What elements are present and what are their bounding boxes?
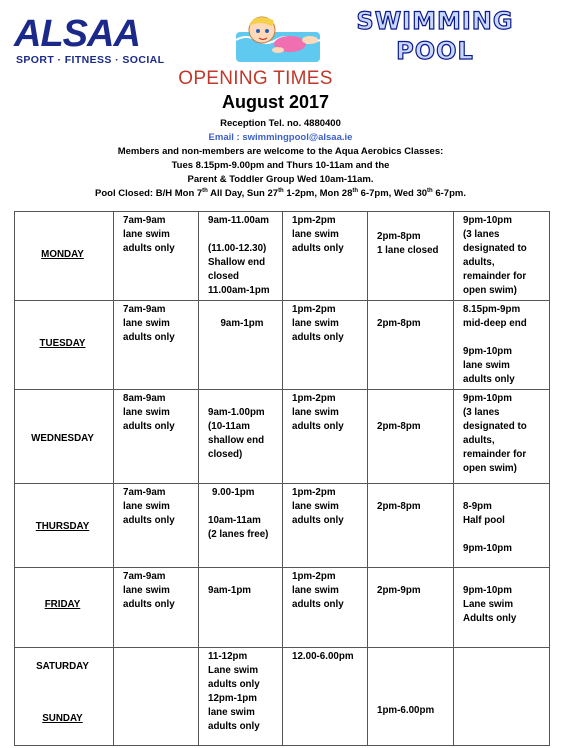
slot-text: adults only <box>123 243 175 254</box>
pool-title-line-1: SWIMMING <box>356 7 514 35</box>
day-cell <box>15 301 114 390</box>
slot-text: adults only <box>208 721 260 732</box>
slot-cell <box>454 568 550 648</box>
day-label: TUESDAY <box>39 338 86 349</box>
slot-text: 9am-11.00am <box>208 215 270 226</box>
slot-text: adults only <box>463 374 515 385</box>
slot-text: adults only <box>123 332 175 343</box>
logo-tagline: SPORT · FITNESS · SOCIAL <box>16 54 165 66</box>
slot-text: 2pm-9pm <box>377 585 421 596</box>
slot-text: adults only <box>292 515 344 526</box>
slot-text: 2pm-8pm <box>377 318 421 329</box>
slot-text: lane swim <box>292 407 339 418</box>
table-row-tuesday <box>15 301 550 390</box>
opening-times-heading-row <box>0 68 561 90</box>
slot-text: Adults only <box>463 613 517 624</box>
slot-cell <box>199 648 283 746</box>
slot-text: 8-9pm <box>463 501 492 512</box>
slot-text: 7am-9am <box>123 304 166 315</box>
slot-text: designated to <box>463 421 527 432</box>
table-row-weekend <box>15 648 550 746</box>
slot-text: closed <box>208 271 240 282</box>
slot-cell <box>114 568 199 648</box>
swimming-pool-title <box>330 6 540 66</box>
slot-text: Lane swim <box>463 599 514 610</box>
slot-cell <box>454 648 550 746</box>
slot-cell <box>368 648 454 746</box>
slot-text: Half pool <box>463 515 505 526</box>
month-heading: August 2017 <box>221 92 330 112</box>
slot-text: 9am-1.00pm <box>208 407 265 418</box>
slot-text: lane swim <box>292 585 339 596</box>
day-label: FRIDAY <box>44 599 81 610</box>
slot-cell <box>114 648 199 746</box>
slot-cell <box>454 212 550 301</box>
slot-text: adults, <box>463 435 495 446</box>
slot-text: lane swim <box>123 229 170 240</box>
slot-text: lane swim <box>123 407 170 418</box>
note-line-3: Parent & Toddler Group Wed 10am-11am. <box>187 174 374 185</box>
slot-text: 2pm-8pm <box>377 501 421 512</box>
slot-text: lane swim <box>292 229 339 240</box>
spacer <box>15 674 110 712</box>
slot-text: 1pm-2pm <box>292 215 336 226</box>
slot-text: 9pm-10pm <box>463 543 512 554</box>
slot-text: lane swim <box>123 501 170 512</box>
slot-text: lane swim <box>292 318 339 329</box>
slot-text: adults, <box>463 257 495 268</box>
slot-text: adults only <box>292 421 344 432</box>
slot-text: adults only <box>123 599 175 610</box>
slot-text: mid-deep end <box>463 318 527 329</box>
slot-text: 1pm-2pm <box>292 487 336 498</box>
slot-cell <box>283 301 368 390</box>
slot-text: (3 lanes <box>463 229 500 240</box>
slot-text: 9pm-10pm <box>463 215 512 226</box>
pool-closed-note: Pool Closed: B/H Mon 7th All Day, Sun 27th 1-2pm, Mon 28th 6-7pm, Wed 30th 6-7pm. <box>95 188 466 200</box>
slot-text: (10-11am <box>208 421 250 432</box>
slot-cell <box>368 301 454 390</box>
slot-text: 1pm-2pm <box>292 304 336 315</box>
slot-text: (3 lanes <box>463 407 500 418</box>
table-row-monday <box>15 212 550 301</box>
slot-text: lane swim <box>123 318 170 329</box>
slot-cell <box>368 484 454 568</box>
slot-text: 1pm-2pm <box>292 393 336 404</box>
table-row-friday <box>15 568 550 648</box>
slot-text: 9am-1pm <box>220 318 264 329</box>
slot-text: 9.00-1pm <box>212 487 255 498</box>
slot-text: 12pm-1pm <box>208 693 257 704</box>
slot-cell <box>199 301 283 390</box>
slot-cell <box>283 484 368 568</box>
slot-text: lane swim <box>292 501 339 512</box>
slot-cell <box>114 484 199 568</box>
slot-text: designated to <box>463 243 527 254</box>
slot-text: 12.00-6.00pm <box>292 651 354 662</box>
slot-text: 11.00am-1pm <box>208 285 270 296</box>
slot-text: closed) <box>208 449 243 460</box>
slot-text: lane swim <box>123 585 170 596</box>
slot-cell <box>283 648 368 746</box>
slot-text: remainder for <box>463 449 527 460</box>
slot-text: 9pm-10pm <box>463 585 512 596</box>
day-cell <box>15 484 114 568</box>
table-row-thursday <box>15 484 550 568</box>
reception-phone: Reception Tel. no. 4880400 <box>220 118 341 129</box>
slot-text: 10am-11am <box>208 515 261 526</box>
day-label: WEDNESDAY <box>31 433 94 444</box>
slot-text: adults only <box>292 243 344 254</box>
spacer <box>463 331 546 345</box>
day-label-sunday: SUNDAY <box>42 713 83 724</box>
spacer <box>208 500 279 514</box>
slot-cell <box>114 212 199 301</box>
day-label: MONDAY <box>41 249 84 260</box>
timetable <box>14 211 550 746</box>
slot-cell <box>368 212 454 301</box>
slot-cell <box>368 568 454 648</box>
slot-cell <box>368 390 454 484</box>
slot-cell <box>454 390 550 484</box>
pool-title-line-2: POOL <box>396 37 474 65</box>
logo-wordmark: ALSAA <box>14 13 140 55</box>
slot-cell <box>199 390 283 484</box>
slot-text: adults only <box>123 515 175 526</box>
slot-cell <box>283 568 368 648</box>
slot-text: 9pm-10pm <box>463 346 512 357</box>
slot-cell <box>283 212 368 301</box>
opening-times-heading: OPENING TIMES <box>178 68 333 89</box>
slot-cell <box>199 484 283 568</box>
slot-text: adults only <box>208 679 260 690</box>
day-label: THURSDAY <box>35 521 90 532</box>
slot-cell <box>199 568 283 648</box>
day-label-saturday: SATURDAY <box>36 661 89 672</box>
slot-cell <box>454 484 550 568</box>
slot-text: adults only <box>123 421 175 432</box>
slot-text: 2pm-8pm <box>377 231 421 242</box>
slot-text: lane swim <box>463 360 510 371</box>
day-cell <box>15 568 114 648</box>
spacer <box>463 528 546 542</box>
slot-text: open swim) <box>463 463 517 474</box>
slot-text: 8am-9am <box>123 393 166 404</box>
note-line-2: Tues 8.15pm-9.00pm and Thurs 10-11am and the <box>171 160 390 171</box>
slot-text: (2 lanes free) <box>208 529 269 540</box>
slot-cell <box>114 301 199 390</box>
slot-text: remainder for <box>463 271 527 282</box>
slot-text: 8.15pm-9pm <box>463 304 521 315</box>
slot-text: open swim) <box>463 285 517 296</box>
slot-cell <box>199 212 283 301</box>
slot-text: adults only <box>292 332 344 343</box>
slot-text: 9am-1pm <box>208 585 252 596</box>
slot-text: 1pm-2pm <box>292 571 336 582</box>
slot-text: 7am-9am <box>123 215 166 226</box>
slot-text: Shallow end <box>208 257 266 268</box>
day-cell <box>15 648 114 746</box>
note-line-1: Members and non-members are welcome to the Aqua Aerobics Classes: <box>117 146 444 157</box>
slot-text: shallow end <box>208 435 265 446</box>
spacer <box>208 228 279 242</box>
swimmer-mascot-icon <box>232 10 324 66</box>
day-cell <box>15 390 114 484</box>
slot-text: 1pm-6.00pm <box>377 705 435 716</box>
email-address: Email : swimmingpool@alsaa.ie <box>208 132 353 143</box>
slot-text: 9pm-10pm <box>463 393 512 404</box>
alsaa-logo <box>14 14 189 70</box>
table-row-wednesday <box>15 390 550 484</box>
day-cell <box>15 212 114 301</box>
slot-text: Lane swim <box>208 665 259 676</box>
slot-text: lane swim <box>208 707 255 718</box>
slot-text: 7am-9am <box>123 487 166 498</box>
slot-cell <box>114 390 199 484</box>
slot-cell <box>283 390 368 484</box>
slot-cell <box>454 301 550 390</box>
slot-text: 2pm-8pm <box>377 421 421 432</box>
slot-text: adults only <box>292 599 344 610</box>
month-heading-row <box>0 92 561 113</box>
slot-text: 1 lane closed <box>377 245 439 256</box>
slot-text: 7am-9am <box>123 571 166 582</box>
slot-text: (11.00-12.30) <box>208 243 267 254</box>
slot-text: 11-12pm <box>208 651 248 662</box>
